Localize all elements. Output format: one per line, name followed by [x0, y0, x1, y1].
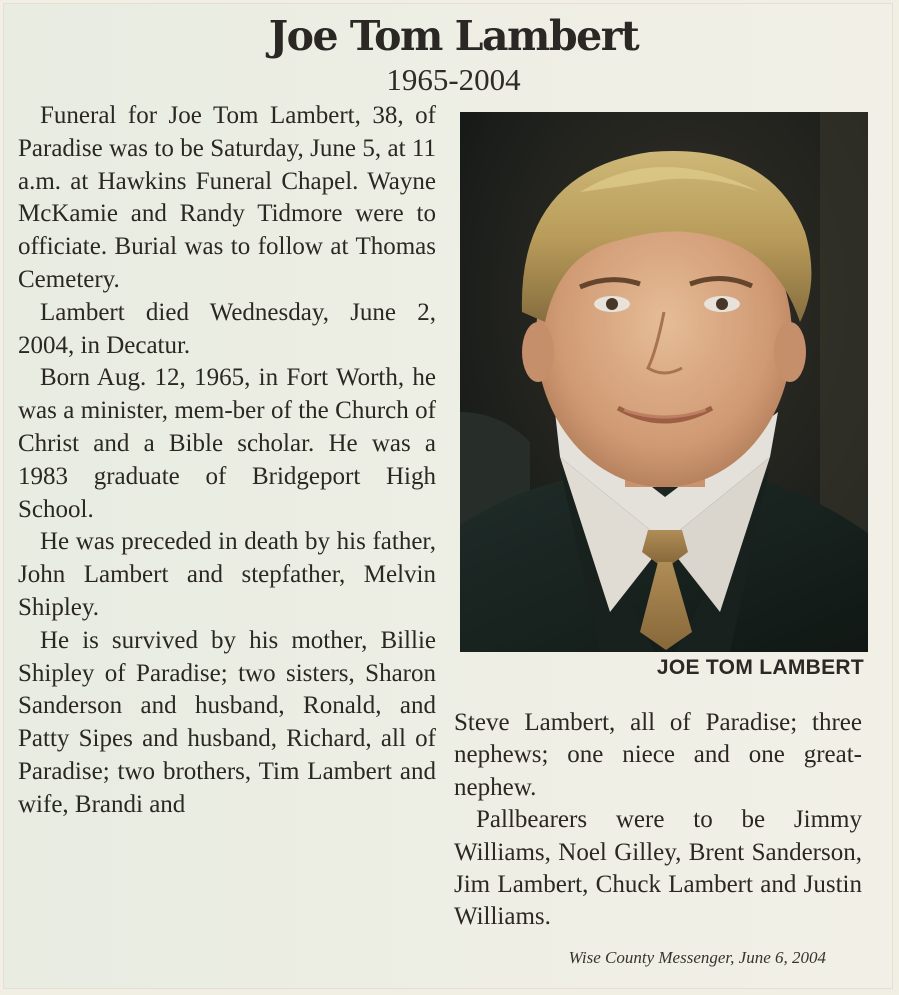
source-credit: Wise County Messenger, June 6, 2004 — [568, 948, 826, 967]
paragraph-survived: He is survived by his mother, Billie Shipley of Paradise; two sisters, Sharon Sanderson and husband, Ronald, and Patty Sipes and husband, Richard, all of Paradise; two brothers, Tim Lambert and wife, Brandi and — [18, 626, 436, 818]
right-column — [454, 707, 862, 934]
photo-caption: JOE TOM LAMBERT — [656, 656, 864, 679]
paragraph-funeral: Funeral for Joe Tom Lambert, 38, of Paradise was to be Saturday, June 5, at 11 a.m. at Hawkins Funeral Chapel. Wayne McKamie and Randy Tidmore were to officiate. Burial was to follow at Thomas Cemetery. — [18, 102, 436, 293]
paragraph-preceded: He was preceded in death by his father, John Lambert and stepfather, Melvin Shipley. — [18, 528, 436, 621]
paragraph-born: Born Aug. 12, 1965, in Fort Worth, he was a minister, mem-ber of the Church of Christ and a Bible scholar. He was a 1983 graduate of Bridgeport High School. — [18, 364, 436, 523]
portrait-image — [460, 112, 868, 652]
life-years: 1965-2004 — [386, 62, 521, 97]
paragraph-death: Lambert died Wednesday, June 2, 2004, in Decatur. — [18, 298, 436, 359]
paragraph-pallbearers: Pallbearers were to be Jimmy Williams, Noel Gilley, Brent Sanderson, Jim Lambert, Chuck Lambert and Justin Williams. — [454, 806, 862, 931]
portrait-photo — [460, 112, 868, 652]
newspaper-clipping — [4, 4, 892, 988]
paragraph-survived-continued: Steve Lambert, all of Paradise; three nephews; one niece and one great-nephew. — [454, 709, 862, 801]
left-column — [18, 100, 436, 822]
obituary-headline: Joe Tom Lambert — [268, 12, 639, 60]
